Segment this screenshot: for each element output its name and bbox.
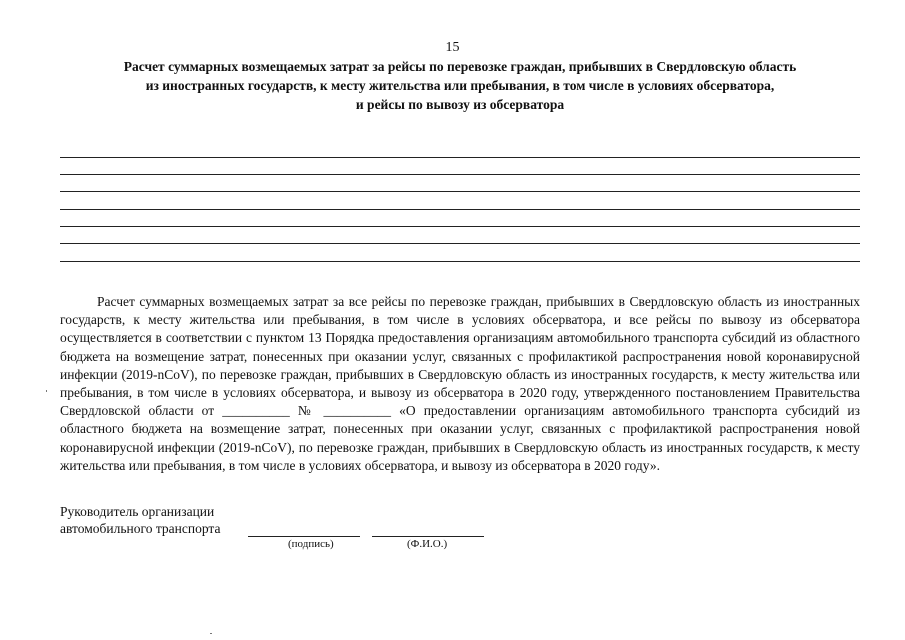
blank-line [60,226,860,227]
title-line-3: и рейсы по вывозу из обсерватора [355,97,565,112]
blank-line [60,174,860,175]
scan-speck [210,633,212,634]
document-title [60,57,860,114]
body-paragraph: Расчет суммарных возмещаемых затрат за все рейсы по перевозке граждан, прибывших в Свердловскую область из иностранных государств, к месту жительства или пребывания, в том числе в условиях обсерватора, и все рейсы по вывозу из обсерватора осуществляется в соответствии с пунктом 13 Порядка предоставления организациям автомобильного транспорта субсидий из областного бюджета на возмещение затрат, понесенных при оказании услуг, связанных с профилактикой распространения новой коронавирусной инфекции (2019-nCoV), по перевозке граждан, прибывших в Свердловскую область из иностранных государств, к месту жительства или пребывания, в том числе в условиях обсерватора, и вывозу из обсерватора в 2020 году, утвержденного постановлением Правительства Свердловской области от __________ № __________ «О предоставлении организациям автомобильного транспорта субсидий из областного бюджета на возмещение затрат, понесенных при оказании услуг, связанных с профилактикой распространения новой коронавирусной инфекции (2019-nCoV), по перевозке граждан, прибывших в Свердловскую область из иностранных государств, к месту жительства или пребывания, в том числе в условиях обсерватора, и вывозу из обсерватора в 2020 году». [60,294,860,473]
page-number: 15 [445,40,460,55]
name-blank [372,536,484,537]
blank-line [60,191,860,192]
title-line-2: из иностранных государств, к месту жительства или пребывания, в том числе в условиях обсерватора, [145,78,775,93]
blank-line [60,157,860,158]
scan-speck [46,390,47,392]
signature-blank [248,536,360,537]
signature-role-line-1: Руководитель организации [60,504,215,519]
signature-caption: (подпись) [288,538,334,550]
blank-line [60,243,860,244]
blank-line [60,209,860,210]
title-line-1: Расчет суммарных возмещаемых затрат за рейсы по перевозке граждан, прибывших в Свердловскую область [123,59,797,74]
blank-line [60,261,860,262]
signature-role-line-2: автомобильного транспорта [60,521,221,536]
name-caption: (Ф.И.О.) [407,538,448,550]
